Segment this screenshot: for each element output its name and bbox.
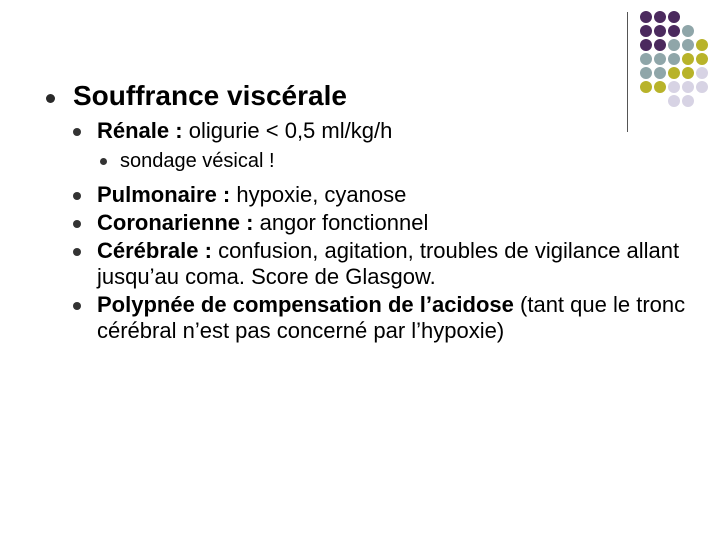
bullet-dot [73,192,81,200]
bullet-label: Coronarienne : [97,210,254,235]
bullet-text: angor fonctionnel [253,210,429,235]
bullet-text: (tant que le tronc cérébral n’est pas concerné par l’hypoxie) [97,292,686,343]
bullet-label: Polypnée de compensation de l’acidose [97,292,514,317]
bullet-dot [73,128,81,136]
bullet-text: oligurie < 0,5 ml/kg/h [182,118,393,143]
bullet-label: Cérébrale : [97,238,212,263]
bullet-dot [73,220,81,228]
bullet-text: sondage vésical ! [120,150,275,172]
divider-line [627,12,628,132]
bullet-renale [70,118,690,144]
bullet-coronarienne [70,210,690,236]
bullet-label: Rénale : [97,118,183,143]
bullet-text: hypoxie, cyanose [230,182,407,207]
bullet-pulmonaire [70,182,690,208]
bullet-list [70,118,690,344]
bullet-dot [100,158,107,165]
slide-title: Souffrance viscérale [73,80,347,111]
decorative-dot-grid [640,11,720,121]
bullet-cerebrale [70,238,690,290]
title-bullet [46,94,55,103]
bullet-dot [73,302,81,310]
bullet-polypnee [70,292,690,344]
sub-bullet-sondage [70,146,690,176]
bullet-label: Pulmonaire : [97,182,231,207]
bullet-dot [73,248,81,256]
bullet-text: confusion, agitation, troubles de vigilance allant jusqu’au coma. Score de Glasgow. [97,238,680,289]
